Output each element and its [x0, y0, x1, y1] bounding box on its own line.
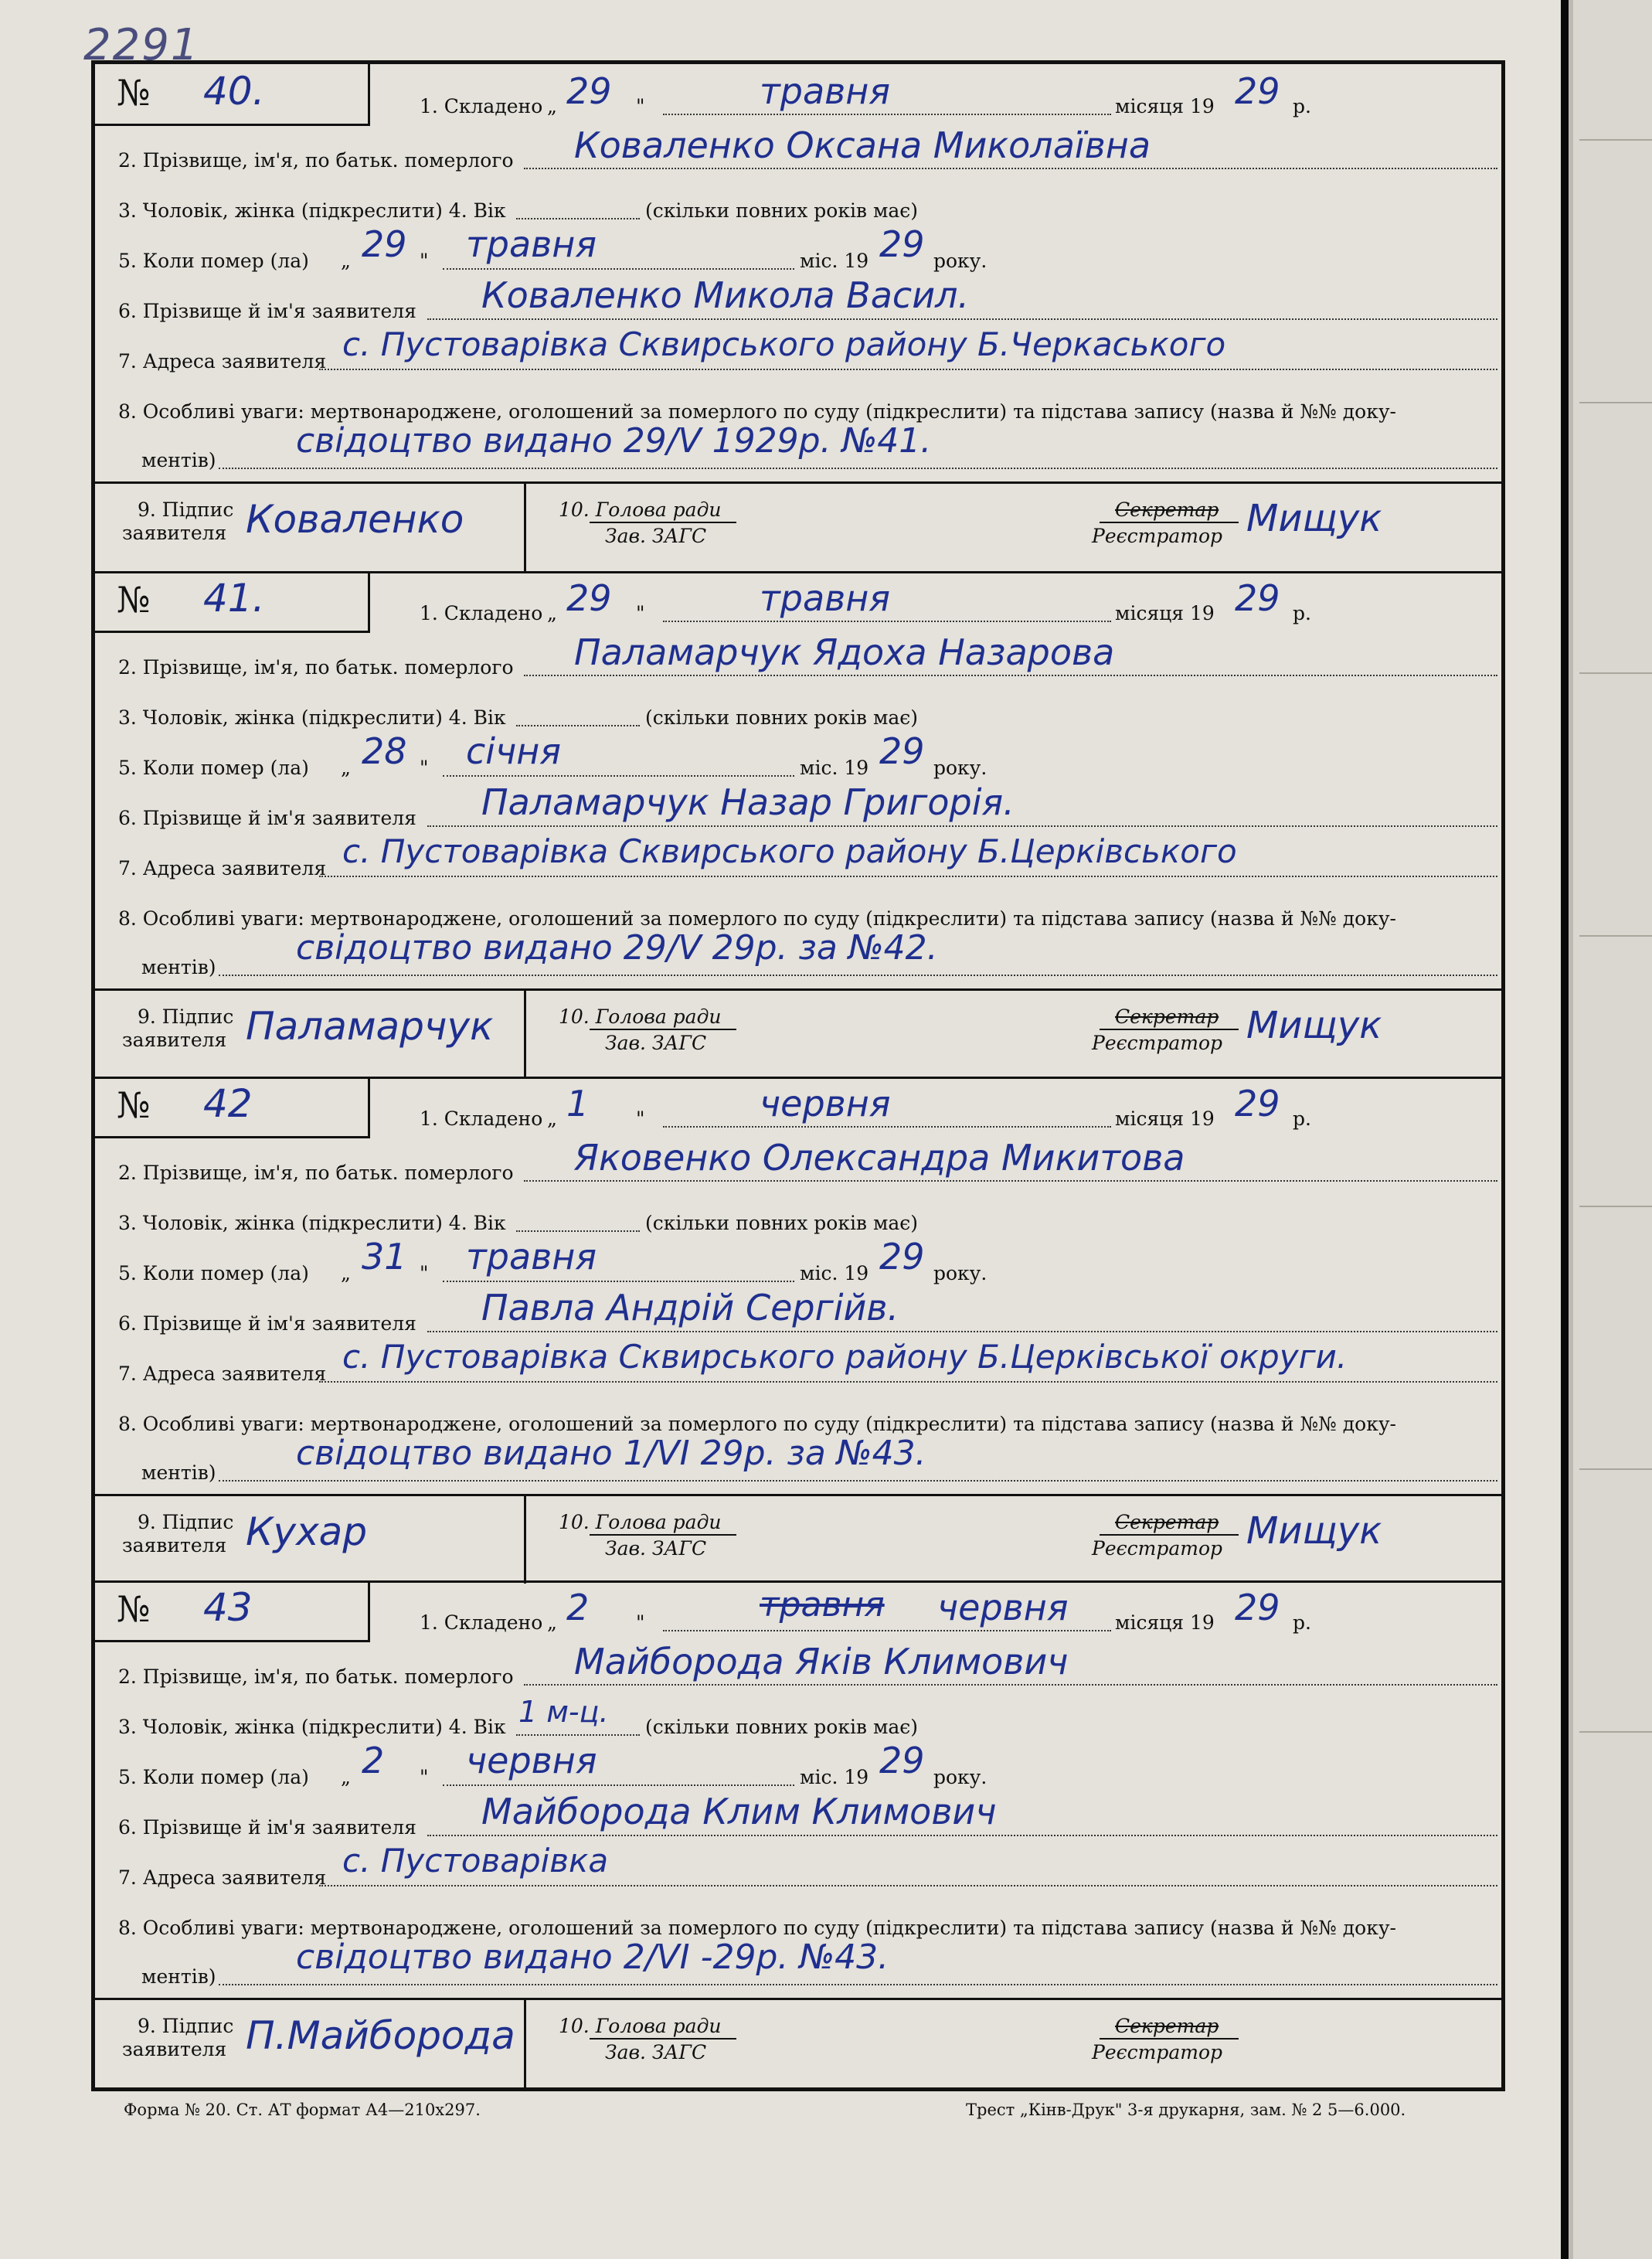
applicant-signature: П.Майборода	[246, 2013, 515, 2058]
death-day: 29	[362, 223, 407, 265]
secretary-label: Секретар	[1115, 2015, 1219, 2037]
applicant-address: с. Пустоварівка Сквирського району Б.Церківського	[342, 832, 1237, 870]
notes: свідоцтво видано 1/VI 29р. за №43.	[296, 1434, 926, 1473]
field-7-label: 7. Адреса заявителя	[118, 350, 327, 373]
record-number: 40.	[203, 69, 265, 114]
record-number: 41.	[203, 576, 265, 621]
record-number: 42	[203, 1081, 253, 1126]
compiled-month: травня	[760, 577, 891, 619]
printer-footer: Трест „Кінв-Друк" 3-я друкарня, зам. № 2 5—6.000.	[966, 2101, 1406, 2119]
form-footer: Форма № 20. Ст. АТ формат А4—210x297.	[124, 2101, 481, 2119]
field-8-label: 8. Особливі уваги: мертвонароджене, оголошений за померлого по суду (підкреслити) та підстава запису (назва й №№ доку-	[118, 1413, 1397, 1435]
field-5-label: 5. Коли помер (ла)	[118, 1766, 309, 1788]
record-number: 43	[203, 1585, 253, 1630]
notes: свідоцтво видано 2/VI -29р. №43.	[296, 1938, 889, 1977]
death-year: 29	[879, 730, 925, 772]
field-1-label: 1. Складено	[420, 1611, 543, 1634]
field-6-label: 6. Прізвище й ім'я заявителя	[118, 1312, 416, 1335]
registrar-signature: Мищук	[1246, 497, 1382, 540]
compiled-day: 29	[566, 577, 612, 619]
death-year: 29	[879, 1740, 925, 1781]
death-year: 29	[879, 223, 925, 265]
applicant-name: Коваленко Микола Васил.	[481, 274, 970, 316]
compiled-year: 29	[1235, 1587, 1280, 1628]
compiled-day: 1	[566, 1083, 590, 1124]
applicant-signature: Коваленко	[246, 497, 464, 542]
death-day: 2	[362, 1740, 385, 1781]
compiled-month: травня	[760, 70, 891, 112]
age: 1 м-ц.	[518, 1695, 609, 1729]
field-3-label: 3. Чоловік, жінка (підкреслити) 4. Вік	[118, 199, 506, 222]
compiled-day: 29	[566, 70, 612, 112]
field-6-label: 6. Прізвище й ім'я заявителя	[118, 1816, 416, 1839]
applicant-address: с. Пустоварівка Сквирського району Б.Черкаського	[342, 325, 1226, 363]
applicant-name: Паламарчук Назар Григорія.	[481, 781, 1015, 823]
month-label: місяця 19	[1115, 1107, 1215, 1130]
death-year: 29	[879, 1236, 925, 1277]
month-label: місяця 19	[1115, 602, 1215, 624]
compiled-year: 29	[1235, 1083, 1280, 1124]
deceased-name: Яковенко Олександра Микитова	[574, 1137, 1185, 1179]
deceased-name: Майборода Яків Климович	[574, 1641, 1069, 1682]
deceased-name: Коваленко Оксана Миколаївна	[574, 124, 1151, 166]
field-8-label: 8. Особливі уваги: мертвонароджене, оголошений за померлого по суду (підкреслити) та підстава запису (назва й №№ доку-	[118, 907, 1397, 930]
compiled-day: 2	[566, 1587, 590, 1628]
adjacent-page-edge	[1569, 0, 1652, 2259]
struck-month: травня	[760, 1585, 885, 1625]
field-1-label: 1. Складено	[420, 95, 543, 117]
field-3-label: 3. Чоловік, жінка (підкреслити) 4. Вік	[118, 706, 506, 729]
number-label: №	[117, 72, 151, 114]
record-40: № 40. 1. Складено „ 29 " травня місяця 19 29 р. 2. Прізвище, ім'я, по батьк. померлого Коваленко Оксана Миколаївна 3. Чоловік, жінка (підкреслити) 4. Вік (скільки повних років має) 5. Коли помер (ла) „ 29 " травня міс. 19 29 року. 6. Прізвище й ім'я заявителя Коваленко Микола Васил. 7. Адреса заявителя с. Пустоварівка Сквирського району Б.Черкаського 8. Особливі уваги: мертвонароджене, оголошений за померлого по суду (підкреслити) та підстава запису (назва й №№ доку- ментів) свідоцтво видано 29/V 1929р. №41. 9. Підпис заявителя Коваленко 10. Голова ради Зав. ЗАГС Секретар Реєстратор Мищук	[95, 64, 1501, 571]
secretary-label: Секретар	[1115, 1005, 1219, 1028]
applicant-signature: Кухар	[246, 1509, 368, 1554]
death-day: 28	[362, 730, 407, 772]
applicant-name: Павла Андрій Сергійв.	[481, 1287, 899, 1329]
field-3-label: 3. Чоловік, жінка (підкреслити) 4. Вік	[118, 1716, 506, 1738]
compiled-month: червня	[937, 1587, 1069, 1628]
death-day: 31	[362, 1236, 407, 1277]
field-2-label: 2. Прізвище, ім'я, по батьк. померлого	[118, 1665, 514, 1688]
secretary-label: Секретар	[1115, 1511, 1219, 1533]
death-month: травня	[466, 223, 597, 265]
record-41: № 41. 1. Складено „ 29 " травня місяця 19 29 р. 2. Прізвище, ім'я, по батьк. померлого Паламарчук Ядоха Назарова 3. Чоловік, жінка (підкреслити) 4. Вік (скільки повних років має) 5. Коли помер (ла) „ 28 " січня міс. 19 29 року. 6. Прізвище й ім'я заявителя Паламарчук Назар Григорія. 7. Адреса заявителя с. Пустоварівка Сквирського району Б.Церківського 8. Особливі уваги: мертвонароджене, оголошений за померлого по суду (підкреслити) та підстава запису (назва й №№ доку- ментів) свідоцтво видано 29/V 29р. за №42. 9. Підпис заявителя Паламарчук 10. Голова ради Зав. ЗАГС Секретар Реєстратор Мищук	[95, 571, 1501, 1078]
record-43: № 43 1. Складено „ 2 " травня червня місяця 19 29 р. 2. Прізвище, ім'я, по батьк. померлого Майборода Яків Климович 3. Чоловік, жінка (підкреслити) 4. Вік 1 м-ц. (скільки повних років має) 5. Коли помер (ла) „ 2 " червня міс. 19 29 року. 6. Прізвище й ім'я заявителя Майборода Клим Климович 7. Адреса заявителя с. Пустоварівка 8. Особливі уваги: мертвонароджене, оголошений за померлого по суду (підкреслити) та підстава запису (назва й №№ доку- ментів) свідоцтво видано 2/VI -29р. №43. 9. Підпис заявителя П.Майборода 10. Голова ради Зав. ЗАГС Секретар Реєстратор	[95, 1580, 1501, 2087]
death-month: червня	[466, 1740, 597, 1781]
field-8-label: 8. Особливі уваги: мертвонароджене, оголошений за померлого по суду (підкреслити) та підстава запису (назва й №№ доку-	[118, 400, 1397, 423]
secretary-label: Секретар	[1115, 498, 1219, 521]
field-7-label: 7. Адреса заявителя	[118, 1866, 327, 1889]
month-label: місяця 19	[1115, 1611, 1215, 1634]
field-6-label: 6. Прізвище й ім'я заявителя	[118, 807, 416, 829]
death-month: січня	[466, 730, 561, 772]
number-label: №	[117, 1588, 151, 1630]
register-frame	[91, 60, 1505, 2091]
applicant-address: с. Пустоварівка Сквирського району Б.Церківської округи.	[342, 1338, 1348, 1376]
record-42: № 42 1. Складено „ 1 " червня місяця 19 29 р. 2. Прізвище, ім'я, по батьк. померлого Яковенко Олександра Микитова 3. Чоловік, жінка (підкреслити) 4. Вік (скільки повних років має) 5. Коли помер (ла) „ 31 " травня міс. 19 29 року. 6. Прізвище й ім'я заявителя Павла Андрій Сергійв. 7. Адреса заявителя с. Пустоварівка Сквирського району Б.Церківської округи. 8. Особливі уваги: мертвонароджене, оголошений за померлого по суду (підкреслити) та підстава запису (назва й №№ доку- ментів) свідоцтво видано 1/VI 29р. за №43. 9. Підпис заявителя Кухар 10. Голова ради Зав. ЗАГС Секретар Реєстратор Мищук	[95, 1077, 1501, 1584]
number-label: №	[117, 1084, 151, 1126]
deceased-name: Паламарчук Ядоха Назарова	[574, 631, 1115, 673]
field-5-label: 5. Коли помер (ла)	[118, 1262, 309, 1284]
field-5-label: 5. Коли помер (ла)	[118, 250, 309, 272]
registrar-label: Реєстратор	[1092, 525, 1222, 547]
compiled-month: червня	[760, 1083, 891, 1124]
registrar-label: Реєстратор	[1092, 1537, 1222, 1560]
field-7-label: 7. Адреса заявителя	[118, 857, 327, 879]
field-6-label: 6. Прізвище й ім'я заявителя	[118, 300, 416, 322]
compiled-year: 29	[1235, 577, 1280, 619]
number-label: №	[117, 579, 151, 621]
notes: свідоцтво видано 29/V 1929р. №41.	[296, 421, 932, 461]
registrar-label: Реєстратор	[1092, 2041, 1222, 2063]
field-1-label: 1. Складено	[420, 1107, 543, 1130]
registrar-signature: Мищук	[1246, 1004, 1382, 1047]
notes: свідоцтво видано 29/V 29р. за №42.	[296, 928, 938, 968]
field-7-label: 7. Адреса заявителя	[118, 1363, 327, 1385]
field-2-label: 2. Прізвище, ім'я, по батьк. померлого	[118, 149, 514, 172]
registrar-signature: Мищук	[1246, 1509, 1382, 1553]
field-1-label: 1. Складено	[420, 602, 543, 624]
applicant-name: Майборода Клим Климович	[481, 1791, 997, 1832]
registrar-label: Реєстратор	[1092, 1032, 1222, 1054]
field-2-label: 2. Прізвище, ім'я, по батьк. померлого	[118, 656, 514, 679]
applicant-address: с. Пустоварівка	[342, 1842, 609, 1880]
month-label: місяця 19	[1115, 95, 1215, 117]
field-2-label: 2. Прізвище, ім'я, по батьк. померлого	[118, 1162, 514, 1184]
applicant-signature: Паламарчук	[246, 1004, 494, 1049]
compiled-year: 29	[1235, 70, 1280, 112]
death-month: травня	[466, 1236, 597, 1277]
field-8-label: 8. Особливі уваги: мертвонароджене, оголошений за померлого по суду (підкреслити) та підстава запису (назва й №№ доку-	[118, 1917, 1397, 1939]
field-3-label: 3. Чоловік, жінка (підкреслити) 4. Вік	[118, 1212, 506, 1234]
field-5-label: 5. Коли помер (ла)	[118, 757, 309, 779]
archive-number: 2291	[83, 20, 200, 70]
